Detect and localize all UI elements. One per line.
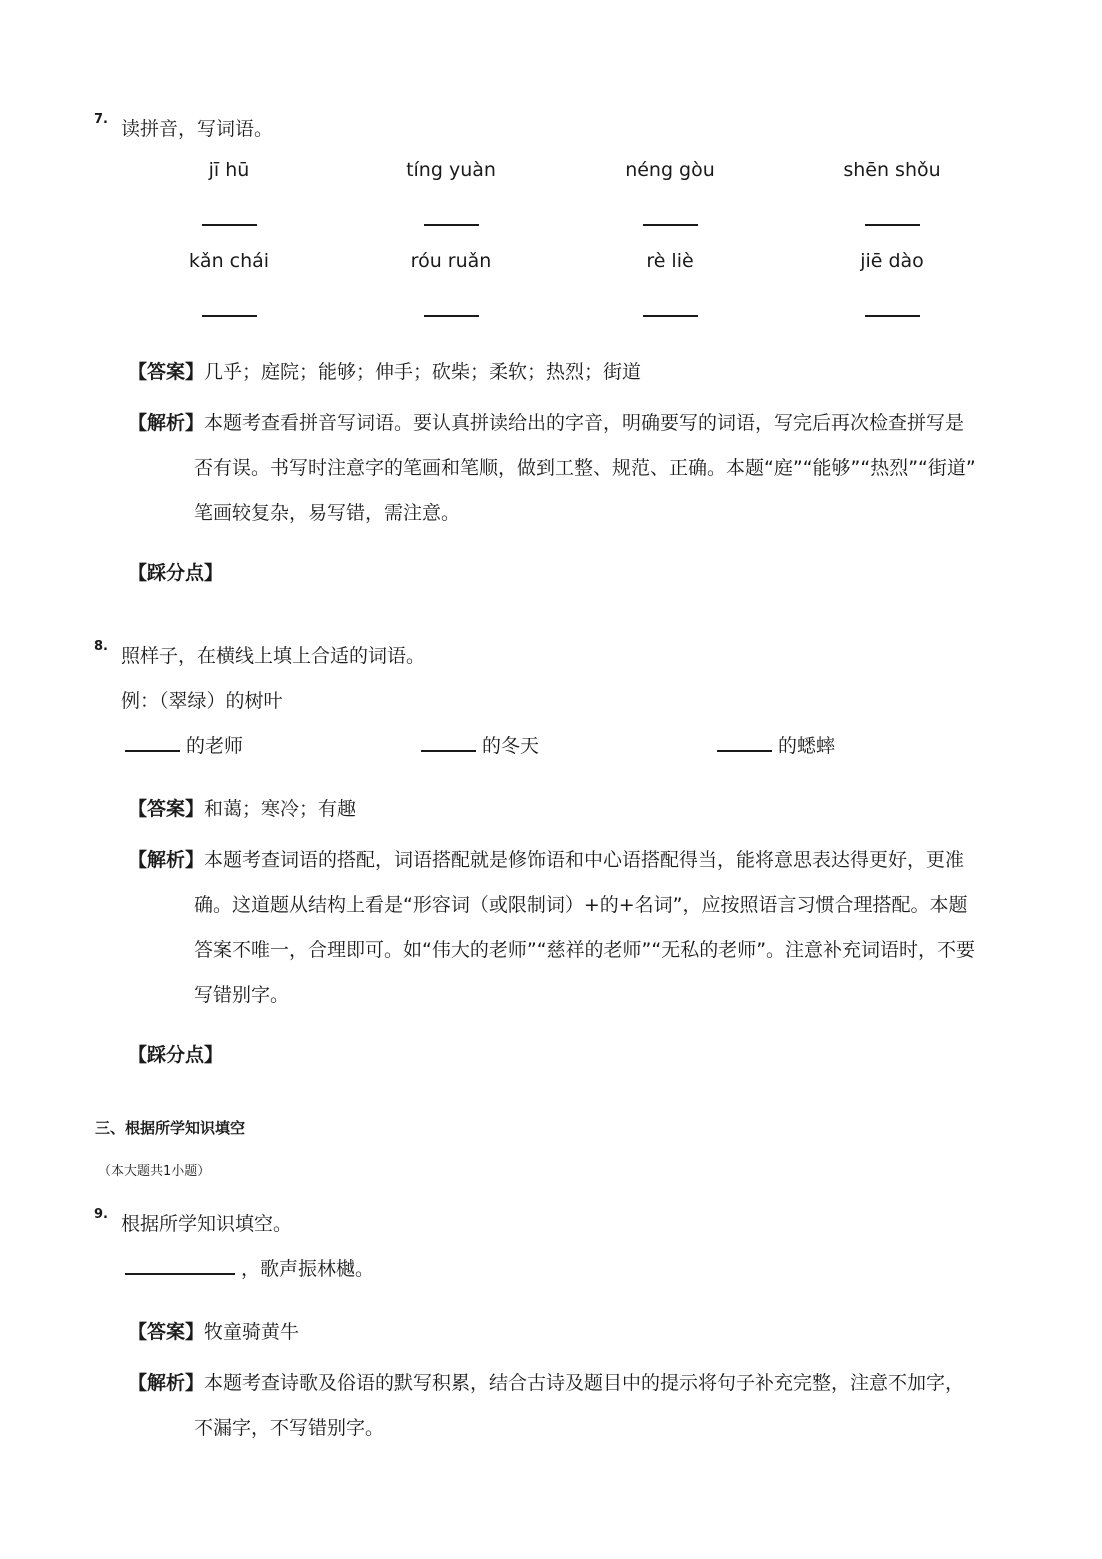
answer-label: 【答案】: [128, 1321, 205, 1343]
analysis-label: 【解析】: [128, 1372, 205, 1394]
answer-text: 牧童骑黄牛: [204, 1321, 300, 1343]
analysis-text: 本题考查诗歌及俗语的默写积累，结合古诗及题目中的提示将句子补充完整，注意不加字，: [204, 1372, 965, 1394]
analysis-text: 不漏字，不写错别字。: [194, 1417, 385, 1439]
pinyin-item: jiē dào: [860, 250, 924, 272]
analysis-block: [128, 838, 975, 1018]
answer-blank[interactable]: [865, 315, 920, 317]
analysis-block: [128, 1361, 964, 1451]
analysis-text: 答案不唯一，合理即可。如“伟大的老师”“慈祥的老师”“无私的老师”。注意补充词语时，不要: [194, 939, 976, 961]
analysis-text: 确。这道题从结构上看是“形容词（或限制词）+的+名词”，应按照语言习惯合理搭配。本题: [194, 894, 968, 916]
answer-blank[interactable]: [202, 315, 257, 317]
question-prompt: 读拼音，写词语。: [121, 118, 274, 140]
answer-blank[interactable]: [125, 750, 180, 752]
answer-blank[interactable]: [421, 750, 476, 752]
analysis-text: 笔画较复杂，易写错，需注意。: [194, 502, 461, 524]
analysis-text: 本题考查词语的搭配，词语搭配就是修饰语和中心语搭配得当，能将意思表达得更好，更准: [204, 849, 965, 871]
answer-blank[interactable]: [717, 750, 772, 752]
fill-item-label: 的老师: [186, 735, 244, 757]
answer-blank[interactable]: [643, 315, 698, 317]
pinyin-item: jī hū: [208, 159, 250, 181]
answer-blank[interactable]: [865, 224, 920, 226]
pinyin-item: róu ruǎn: [410, 250, 492, 272]
question-prompt: 根据所学知识填空。: [121, 1213, 293, 1235]
section-note: （本大题共1小题）: [98, 1164, 211, 1179]
scoring-points-label: 【踩分点】: [128, 1044, 224, 1066]
analysis-label: 【解析】: [128, 849, 205, 871]
question-prompt: 照样子，在横线上填上合适的词语。: [121, 645, 426, 667]
answer-blank[interactable]: [202, 224, 257, 226]
analysis-label: 【解析】: [128, 412, 205, 434]
scoring-points-label: 【踩分点】: [128, 562, 224, 584]
answer-label: 【答案】: [128, 798, 205, 820]
pinyin-item: kǎn chái: [188, 250, 270, 272]
pinyin-item: rè liè: [646, 250, 694, 272]
question-number: 9.: [94, 1207, 108, 1222]
pinyin-item: tíng yuàn: [406, 159, 496, 181]
fill-item-label: 的冬天: [482, 735, 540, 757]
answer-row: [128, 1317, 299, 1344]
answer-blank[interactable]: [424, 224, 479, 226]
answer-blank[interactable]: [424, 315, 479, 317]
question-number: 8.: [94, 639, 108, 654]
answer-blank[interactable]: [125, 1273, 235, 1275]
answer-text: 和蔼；寒冷；有趣: [204, 798, 357, 820]
answer-blank[interactable]: [643, 224, 698, 226]
answer-label: 【答案】: [128, 361, 205, 383]
question-number: 7.: [94, 112, 108, 127]
answer-row: [128, 357, 641, 384]
fill-item-label: 的蟋蟀: [778, 735, 836, 757]
example-text: 例：（翠绿）的树叶: [121, 690, 283, 712]
answer-text: 几乎；庭院；能够；伸手；砍柴；柔软；热烈；街道: [204, 361, 642, 383]
analysis-text: 否有误。书写时注意字的笔画和笔顺，做到工整、规范、正确。本题“庭”“能够”“热烈”“街道”: [194, 457, 976, 479]
pinyin-item: shēn shǒu: [843, 159, 941, 181]
pinyin-item: néng gòu: [625, 159, 715, 181]
answer-row: [128, 794, 356, 821]
analysis-text: 写错别字。: [194, 984, 290, 1006]
section-heading: 三、根据所学知识填空: [95, 1119, 246, 1137]
analysis-text: 本题考查看拼音写词语。要认真拼读给出的字音，明确要写的词语，写完后再次检查拼写是: [204, 412, 965, 434]
fill-item-label: ，歌声振林樾。: [241, 1258, 375, 1280]
analysis-block: [128, 401, 976, 536]
